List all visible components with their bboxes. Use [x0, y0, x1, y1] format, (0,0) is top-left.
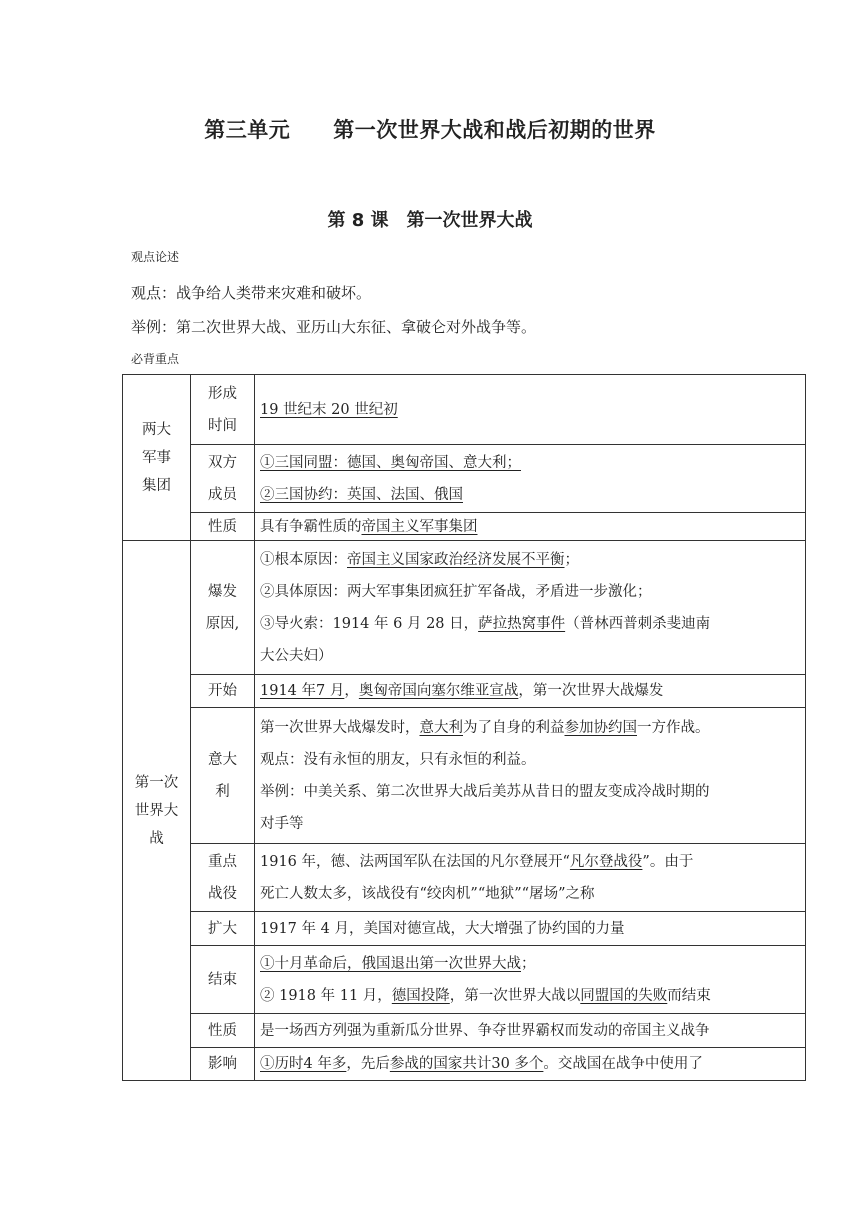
group-cell-military-blocs: 两大军事集团 — [123, 375, 191, 541]
group-cell-ww1: 第一次世界大战 — [123, 541, 191, 1081]
content-cell: 第一次世界大战爆发时，意大利为了自身的利益参加协约国一方作战。 观点：没有永恒的朋友，只有永恒的利益。 举例：中美关系、第二次世界大战后美苏从昔日的盟友变成冷战时期的 对手等 — [255, 708, 806, 844]
category-cell: 爆发原因, — [191, 541, 255, 675]
content-cell: 具有争霸性质的帝国主义军事集团 — [255, 513, 806, 541]
table-row — [123, 1048, 806, 1081]
category-cell: 重点战役 — [191, 844, 255, 912]
category-cell: 意大利 — [191, 708, 255, 844]
key-points-label: 必背重点 — [131, 352, 180, 366]
table-row — [123, 675, 806, 708]
content-cell: 是一场西方列强为重新瓜分世界、争夺世界霸权而发动的帝国主义战争 — [255, 1014, 806, 1048]
content-cell: ①十月革命后，俄国退出第一次世界大战； ② 1918 年 11 月，德国投降，第一次世界大战以同盟国的失败而结束 — [255, 946, 806, 1014]
table-row — [123, 708, 806, 844]
content-cell: ①历时4 年多，先后参战的国家共计30 多个。交战国在战争中使用了 — [255, 1048, 806, 1081]
table-row — [123, 375, 806, 445]
table-row — [123, 1014, 806, 1048]
category-cell: 性质 — [191, 513, 255, 541]
category-cell: 性质 — [191, 1014, 255, 1048]
content-cell: ①三国同盟：德国、奥匈帝国、意大利； ②三国协约：英国、法国、俄国 — [255, 445, 806, 513]
lesson-title: 第 8 课 第一次世界大战 — [327, 210, 533, 231]
viewpoint-section-label: 观点论述 — [131, 250, 180, 264]
table-row — [123, 445, 806, 513]
content-cell: 1917 年 4 月，美国对德宣战，大大增强了协约国的力量 — [255, 912, 806, 946]
category-cell: 双方成员 — [191, 445, 255, 513]
category-cell: 开始 — [191, 675, 255, 708]
content-cell: 1914 年7 月，奥匈帝国向塞尔维亚宣战，第一次世界大战爆发 — [255, 675, 806, 708]
category-cell: 结束 — [191, 946, 255, 1014]
table-row — [123, 513, 806, 541]
content-cell: 19 世纪末 20 世纪初 — [255, 375, 806, 445]
table-row — [123, 541, 806, 675]
content-cell: 1916 年，德、法两国军队在法国的凡尔登展开“凡尔登战役”。由于 死亡人数太多，该战役有“绞肉机”“地狱”“屠场”之称 — [255, 844, 806, 912]
table-row — [123, 946, 806, 1014]
category-cell: 扩大 — [191, 912, 255, 946]
table-row — [123, 844, 806, 912]
category-cell: 影响 — [191, 1048, 255, 1081]
key-points-table — [122, 374, 806, 1081]
unit-title: 第三单元 第一次世界大战和战后初期的世界 — [204, 118, 656, 142]
example-text: 举例：第二次世界大战、亚历山大东征、拿破仑对外战争等。 — [131, 318, 537, 336]
table-row — [123, 912, 806, 946]
viewpoint-text: 观点：战争给人类带来灾难和破坏。 — [131, 284, 372, 302]
content-cell: ①根本原因：帝国主义国家政治经济发展不平衡； ②具体原因：两大军事集团疯狂扩军备战，矛盾进一步激化； ③导火索：1914 年 6 月 28 日，萨拉热窝事件（普林西普刺杀斐迪南 大公夫妇） — [255, 541, 806, 675]
category-cell: 形成时间 — [191, 375, 255, 445]
